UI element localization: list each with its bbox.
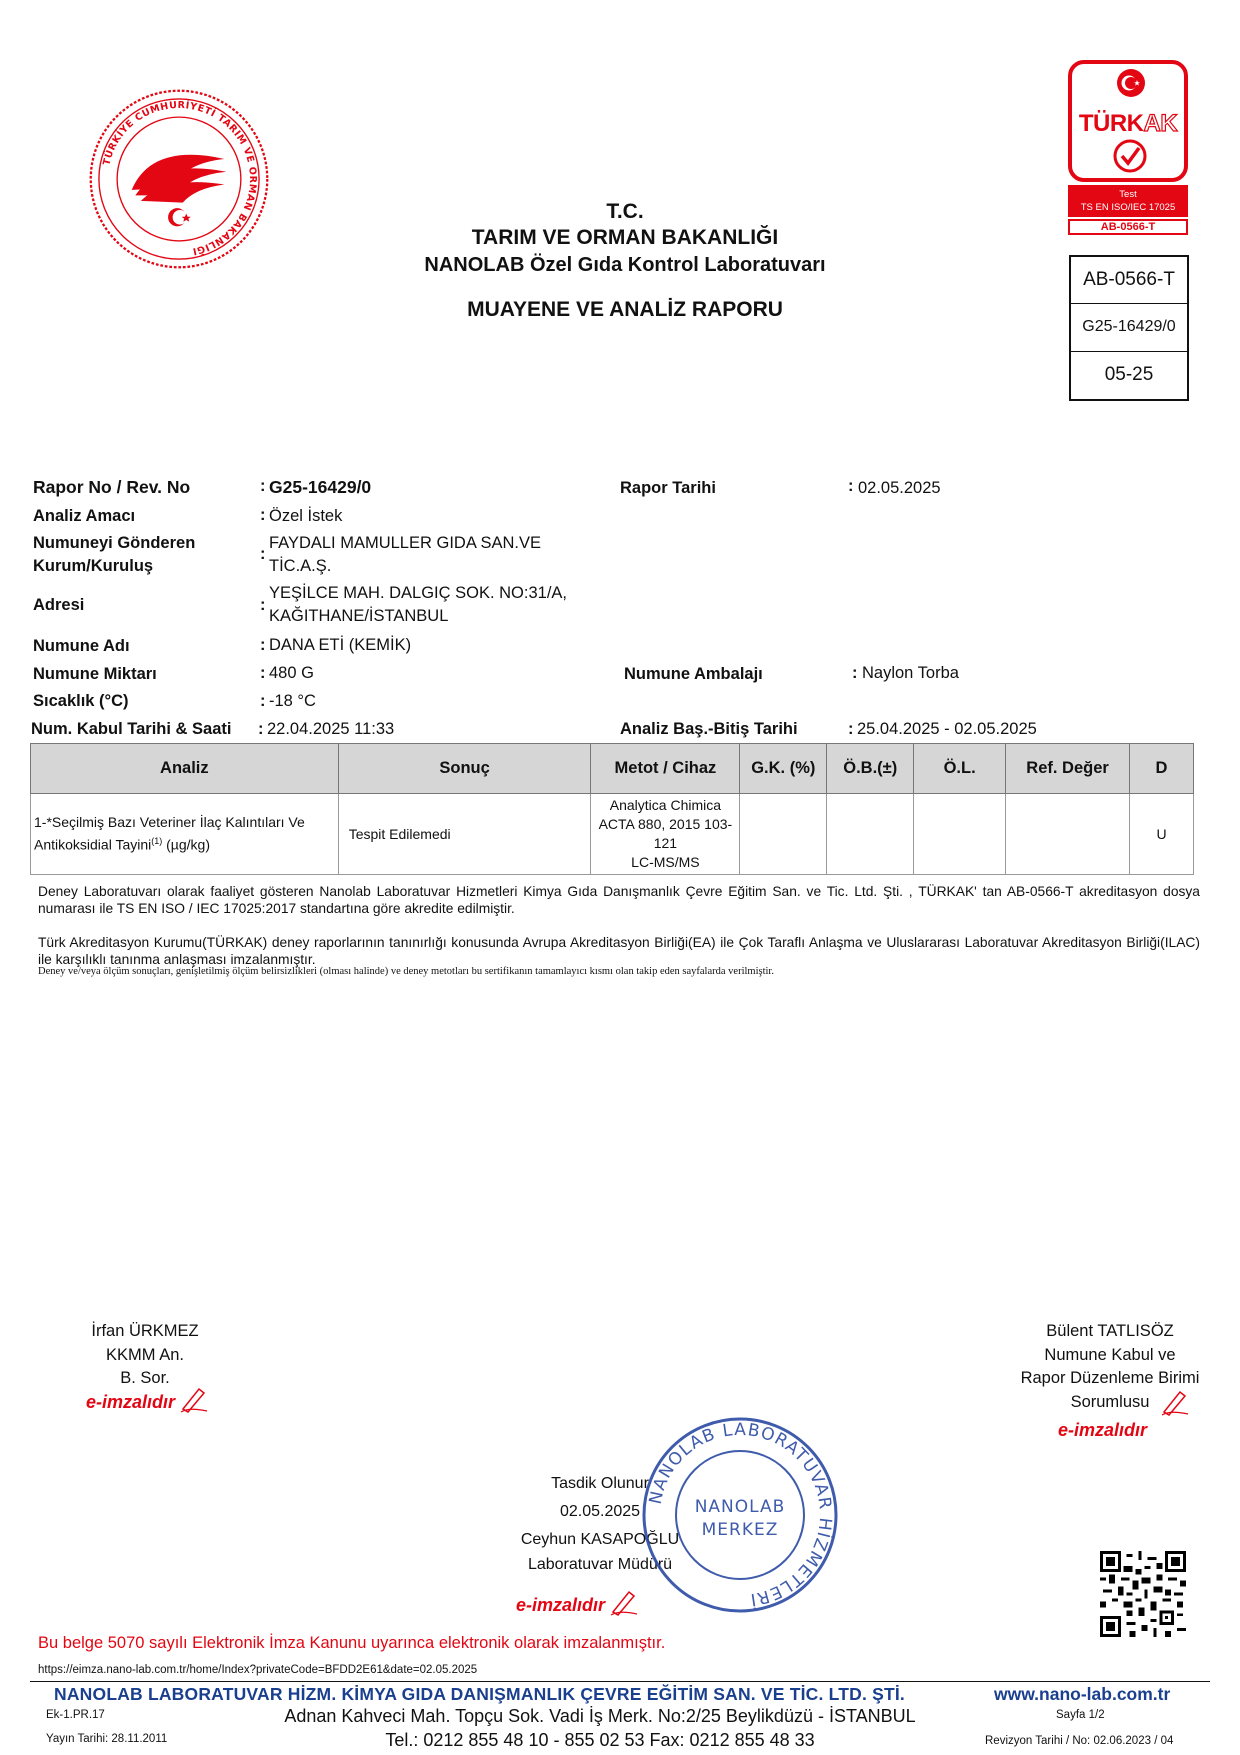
footer-phone: Tel.: 0212 855 48 10 - 855 02 53 Fax: 0212 855 48 33 (385, 1730, 815, 1750)
cell-ref (1006, 794, 1130, 875)
turkak-test-label: Test TS EN ISO/IEC 17025 (1068, 185, 1188, 217)
accept-label: Num. Kabul Tarihi & Saati (31, 720, 232, 738)
report-date: 02.05.2025 (858, 479, 941, 497)
accreditation-note: Deney Laboratuvarı olarak faaliyet gösteren Nanolab Laboratuvar Hizmetleri Kimya Gıda Danışmanlık Çevre Eğitim San. ve Tic. Ltd. Şti. , TÜRKAK' tan AB-0566-T akreditasyon dosya numarası ile TS EN ISO / IEC 17025:2017 standartına göre akredite edilmiştir. (38, 884, 1200, 916)
qr-code (1100, 1551, 1186, 1637)
cell-gk (740, 794, 827, 875)
col-ref: Ref. Değer (1006, 744, 1130, 794)
signature-center: Tasdik Olunur 02.05.2025 Ceyhun KASAPOĞLU Laboratuvar Müdürü (490, 1470, 710, 1576)
signer-name: İrfan ÜRKMEZ (91, 1322, 199, 1340)
revision-info: Revizyon Tarihi / No: 02.06.2023 / 04 (985, 1735, 1174, 1747)
stamp-line-2: MERKEZ (701, 1520, 779, 1540)
turkak-agreement-note: Türk Akreditasyon Kurumu(TÜRKAK) deney raporlarının tanınırlığı konusunda Avrupa Akreditasyon Birliği(EA) ile Çok Taraflı Anlaşma ve Uluslararası Laboratuvar Akreditasyon Birliği(ILAC) ile karşılıklı tanınma anlaşması imzalanmıştır. (38, 935, 1200, 967)
col-result: Sonuç (338, 744, 591, 794)
footer-rule (30, 1681, 1210, 1682)
pen-icon (609, 1588, 639, 1616)
amount: 480 G (269, 664, 314, 682)
publication-date: Yayın Tarihi: 28.11.2011 (46, 1733, 168, 1745)
signer-name: Bülent TATLISÖZ (1046, 1322, 1174, 1340)
esig-right: e-imzalıdır (1058, 1420, 1148, 1440)
header-tc: T.C. (606, 200, 644, 223)
approval-date: 02.05.2025 (559, 1503, 641, 1520)
temp: -18 °C (269, 692, 316, 710)
turkak-wordmark: TÜRKAK (1078, 110, 1178, 137)
col-gk: G.K. (%) (740, 744, 827, 794)
cell-d: U (1130, 794, 1194, 875)
analysis-dates-label: Analiz Baş.-Bitiş Tarihi (620, 720, 798, 738)
pen-icon (179, 1385, 209, 1413)
report-info: Rapor No / Rev. No : G25-16429/0 Rapor Tarihi : 02.05.2025 Analiz Amacı : Özel İstek Numuneyi Gönderen Kurum/Kuruluş : FAYDALI MAMULLER GIDA SAN.VE TİC.A.Ş. Adresi : YEŞİLCE MAH. DALGIÇ SOK. NO:31/A, KAĞITHANE/İSTANBUL Numune Adı : DANA ETİ (KEMİK) Numune Miktarı : 480 G Numune Ambalajı : Naylon Torba Sıcaklık (°C) : -18 °C Num. Kabul Tarihi & Saati : 22.04.2025 11:33 Analiz Baş.-Bitiş Tarihi : 25.04.2025 - 02.05.2025 (31, 477, 1037, 738)
results-table (30, 743, 1194, 875)
sample-name-label: Numune Adı (33, 637, 130, 655)
sender-line-1: FAYDALI MAMULLER GIDA SAN.VE (269, 534, 542, 552)
sender-label-1: Numuneyi Gönderen (33, 534, 196, 552)
stamp-ring-text: NANOLAB LABORATUVAR HİZMETLERİ (645, 1419, 836, 1610)
address-line-1: YEŞİLCE MAH. DALGIÇ SOK. NO:31/A, (269, 584, 568, 602)
report-no-label: Rapor No / Rev. No (33, 477, 191, 497)
header-lab: NANOLAB Özel Gıda Kontrol Laboratuvarı (424, 254, 826, 276)
amount-label: Numune Miktarı (33, 665, 157, 683)
seal-ring-text: TÜRKİYE CUMHURİYETİ TARIM VE ORMAN BAKANLIĞI (101, 99, 259, 257)
col-method: Metot / Cihaz (591, 744, 740, 794)
col-d: D (1130, 744, 1194, 794)
sender-label-2: Kurum/Kuruluş (33, 557, 154, 575)
sample-name: DANA ETİ (KEMİK) (269, 636, 412, 654)
signer-name: Ceyhun KASAPOĞLU (520, 1531, 680, 1548)
page-title: MUAYENE VE ANALİZ RAPORU (467, 298, 783, 321)
stamp-line-1: NANOLAB (694, 1497, 786, 1517)
footer-address: Adnan Kahveci Mah. Topçu Sok. Vadi İş Merk. No:2/25 Beylikdüzü - İSTANBUL (284, 1706, 916, 1726)
footer-company: NANOLAB LABORATUVAR HİZM. KİMYA GIDA DANIŞMANLIK ÇEVRE EĞİTİM SAN. VE TİC. LTD. ŞTİ. (54, 1684, 905, 1704)
packaging-label: Numune Ambalajı (624, 665, 763, 683)
legal-notice: Bu belge 5070 sayılı Elektronik İmza Kanunu uyarınca elektronik olarak imzalanmıştır. (38, 1634, 666, 1652)
address-label: Adresi (33, 596, 85, 614)
code-report: G25-16429/0 (1071, 304, 1187, 351)
turkak-code: AB-0566-T (1068, 219, 1188, 235)
verification-url[interactable]: https://eimza.nano-lab.com.tr/home/Index?privateCode=BFDD2E61&date=02.05.2025 (38, 1664, 478, 1676)
lab-stamp (640, 1415, 840, 1615)
code-accreditation: AB-0566-T (1071, 257, 1187, 304)
header-ministry: TARIM VE ORMAN BAKANLIĞI (471, 226, 779, 249)
purpose: Özel İstek (269, 507, 343, 525)
table-header-row (31, 744, 1194, 794)
footer-website[interactable]: www.nano-lab.com.tr (994, 1684, 1171, 1704)
code-date: 05-25 (1104, 364, 1154, 386)
cell-result: Tespit Edilemedi (338, 794, 591, 875)
esig-center: e-imzalıdır (516, 1588, 639, 1616)
cell-ol (914, 794, 1006, 875)
purpose-label: Analiz Amacı (33, 507, 136, 525)
esig-left: e-imzalıdır (86, 1385, 209, 1413)
accept-datetime: 22.04.2025 11:33 (267, 720, 395, 738)
table-row (31, 794, 1194, 875)
signature-left: İrfan ÜRKMEZ KKMM An. B. Sor. (55, 1320, 235, 1391)
form-code: Ek-1.PR.17 (46, 1709, 105, 1721)
cell-ob (827, 794, 914, 875)
report-no: G25-16429/0 (269, 477, 372, 497)
temp-label: Sıcaklık (°C) (33, 692, 129, 710)
cell-method: Analytica Chimica ACTA 880, 2015 103- 121 LC-MS/MS (591, 794, 740, 875)
cell-analysis: 1-*Seçilmiş Bazı Veteriner İlaç Kalıntıları Ve Antikoksidial Tayini$^{(1)}$ (µg/kg) (31, 794, 339, 875)
packaging: Naylon Torba (862, 664, 959, 682)
page-number: Sayfa 1/2 (1056, 1709, 1105, 1721)
col-ob: Ö.B.(±) (827, 744, 914, 794)
analysis-dates: 25.04.2025 - 02.05.2025 (857, 720, 1037, 738)
col-ol: Ö.L. (914, 744, 1006, 794)
results-note: Deney ve/veya ölçüm sonuçları, genişletilmiş ölçüm belirsizlikleri (olması halinde) ve deney metotları bu sertifikanın tamamlayıcı kısmı olan takip eden sayfalarda verilmiştir. (38, 966, 774, 977)
col-analysis: Analiz (31, 744, 339, 794)
signature-right: Bülent TATLISÖZ Numune Kabul ve Rapor Düzenleme Birimi Sorumlusu (1000, 1320, 1220, 1414)
report-date-label: Rapor Tarihi (620, 479, 716, 497)
sender-line-2: TİC.A.Ş. (269, 557, 332, 575)
address-line-2: KAĞITHANE/İSTANBUL (269, 607, 449, 625)
pen-icon (1160, 1388, 1190, 1416)
